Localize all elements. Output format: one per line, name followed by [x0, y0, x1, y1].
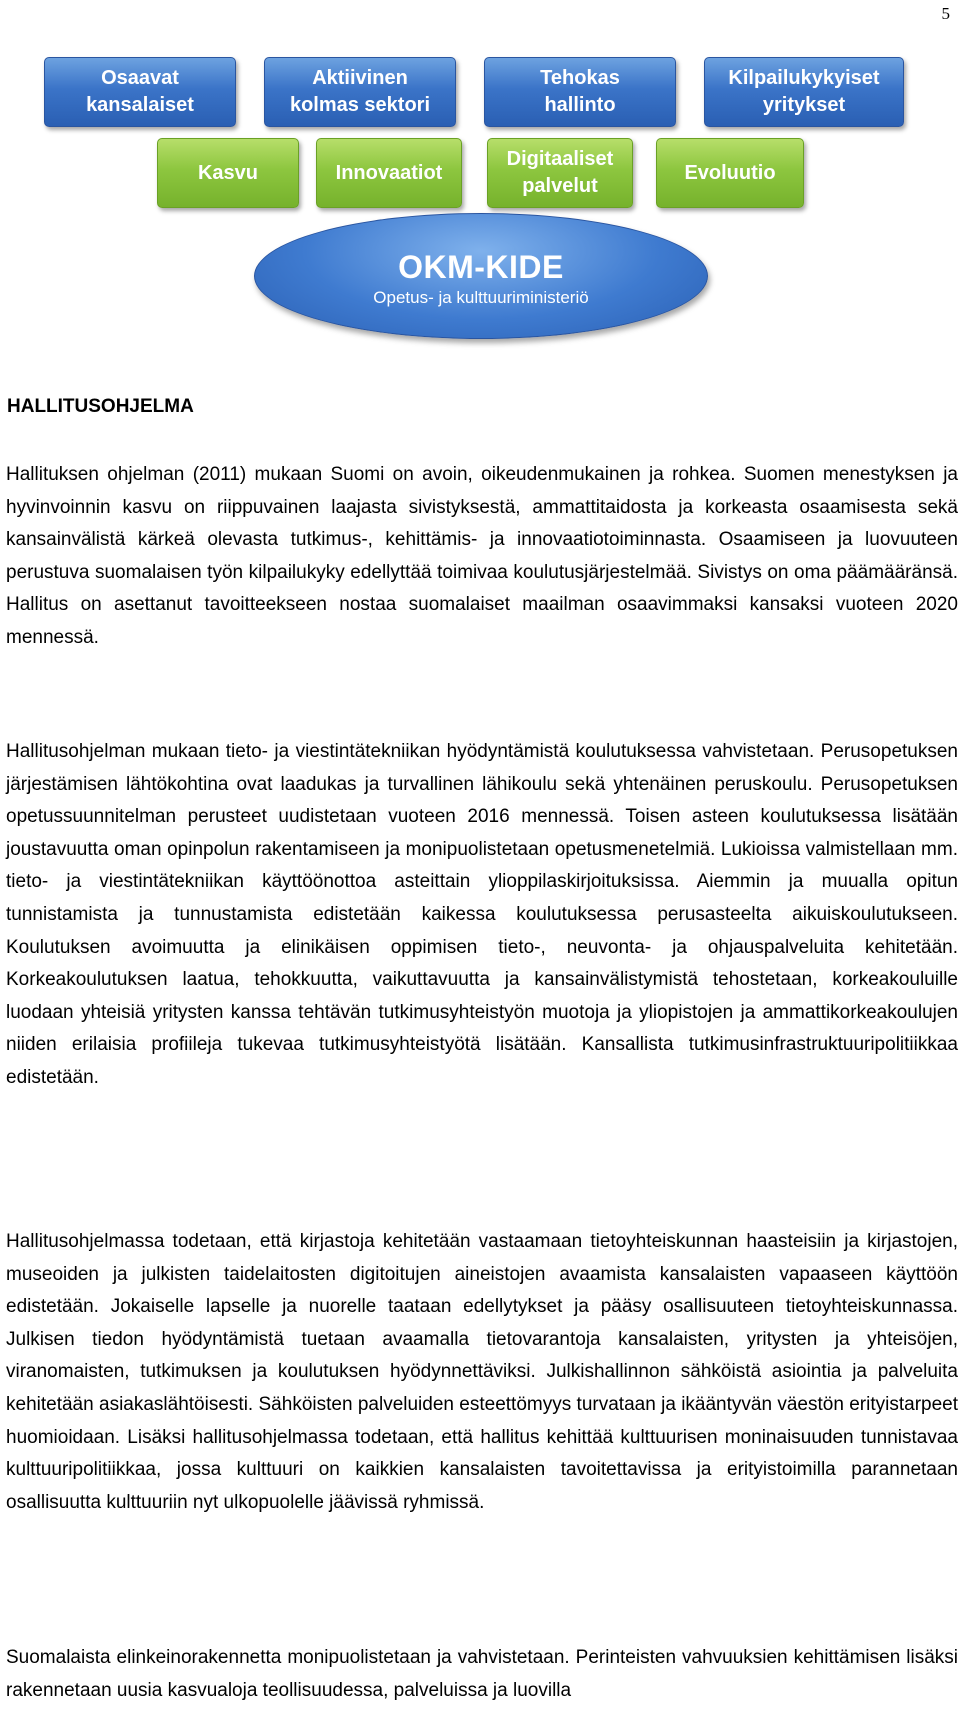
diagram-box-digitaaliset-palvelut: Digitaaliset palvelut — [487, 138, 633, 208]
paragraph-4: Suomalaista elinkeinorakennetta monipuolistetaan ja vahvistetaan. Perinteisten vahvuuksien kehittämisen lisäksi rakennetaan uusia kasvualoja teollisuudessa, palveluissa ja luovilla — [6, 1647, 958, 1701]
diagram-box-tehokas-hallinto: Tehokas hallinto — [484, 57, 676, 127]
diagram-box-kilpailukykyiset-yritykset: Kilpailukykyiset yritykset — [704, 57, 904, 127]
diagram-box-osaavat-kansalaiset: Osaavat kansalaiset — [44, 57, 236, 127]
okm-kide-diagram — [0, 0, 960, 360]
paragraph-3: Hallitusohjelmassa todetaan, että kirjastoja kehitetään vastaamaan tietoyhteiskunnan haasteisiin ja kirjastojen, museoiden ja julkisten taidelaitosten digitoitujen aineistojen avaamista kansalaisten vapaaseen käyttöön edistetään. Jokaiselle lapselle ja nuorelle taataan edellytykset ja pääsy osallisuuteen tietoyhteiskunnassa. Julkisen tiedon hyödyntämistä tuetaan avaamalla tietovarantoja kansalaisten, yritysten ja yhteisöjen, viranomaisten, tutkimuksen ja koulutuksen hyödynnettäviksi. Julkishallinnon sähköistä asiointia ja palveluita kehitetään asiakaslähtöisesti. Sähköisten palveluiden esteettömyys turvataan ja ikääntyvän väestön erityistarpeet huomioidaan. Lisäksi hallitusohjelmassa todetaan, että hallitus kehittää kulttuurisen moninaisuuden tunnistavaa kulttuuripolitiikkaa, jossa kulttuuri on kaikkien kansalaisten tavoitettavissa ja erityistoimilla parannetaan osallisuutta kulttuuriin nyt ulkopuolelle jäävissä ryhmissä. — [6, 1231, 958, 1513]
diagram-box-evoluutio: Evoluutio — [656, 138, 804, 208]
page-number: 5 — [941, 4, 950, 23]
diagram-box-innovaatiot: Innovaatiot — [316, 138, 462, 208]
paragraph-2: Hallitusohjelman mukaan tieto- ja viestintätekniikan hyödyntämistä koulutuksessa vahvistetaan. Perusopetuksen järjestämisen lähtökohtina ovat laadukas ja turvallinen lähikoulu sekä yhtenäinen peruskoulu. Perusopetuksen opetussuunnitelman perusteet uudistetaan vuoteen 2016 mennessä. Toisen asteen koulutuksessa lisätään joustavuutta oman opinpolun rakentamiseen ja monipuolistetaan opetusmenetelmiä. Lukioissa valmistellaan mm. tieto- ja viestintätekniikan käyttöönottoa asteittain ylioppilaskirjoituksissa. Aiemmin ja muualla opitun tunnistamista ja tunnustamista edistetään kaikessa koulutuksessa perusasteelta aikuiskoulutukseen. Koulutuksen avoimuutta ja elinikäisen oppimisen tieto-, neuvonta- ja ohjauspalveluita kehitetään. Korkeakoulutuksen laatua, tehokkuutta, vaikuttavuutta ja kansainvälistymistä tehostetaan, korkeakouluille luodaan yhteisiä yritysten kanssa tehtävän tutkimusyhteistyön muotoja ja yliopistojen ja ammattikorkeakoulujen niiden erilaisia profiileja tukevaa tutkimusyhteistyötä lisätään. Kansallista tutkimusinfrastruktuuripolitiikkaa edistetään. — [6, 741, 958, 1088]
diagram-center-title: OKM-KIDE — [398, 248, 564, 285]
paragraph-1: Hallituksen ohjelman (2011) mukaan Suomi on avoin, oikeudenmukainen ja rohkea. Suomen menestyksen ja hyvinvoinnin kasvu on riippuvainen laajasta sivistyksestä, ammattitaidosta ja korkeasta osaamisesta sekä kansainvälistä kärkeä olevasta tutkimus-, kehittämis- ja innovaatiotoiminnasta. Osaamiseen ja luovuuteen perustuva suomalaisen työn kilpailukyky edellyttää toimivaa koulutusjärjestelmää. Sivistys on oma päämääränsä. Hallitus on asettanut tavoitteekseen nostaa suomalaiset maailman osaavimmaksi kansaksi vuoteen 2020 mennessä. — [6, 464, 958, 648]
section-heading: HALLITUSOHJELMA — [7, 396, 194, 417]
diagram-box-aktiivinen-kolmas-sektori: Aktiivinen kolmas sektori — [264, 57, 456, 127]
diagram-center-ellipse — [254, 213, 708, 339]
diagram-center-subtitle: Opetus- ja kulttuuriministeriö — [373, 287, 589, 307]
diagram-box-kasvu: Kasvu — [157, 138, 299, 208]
